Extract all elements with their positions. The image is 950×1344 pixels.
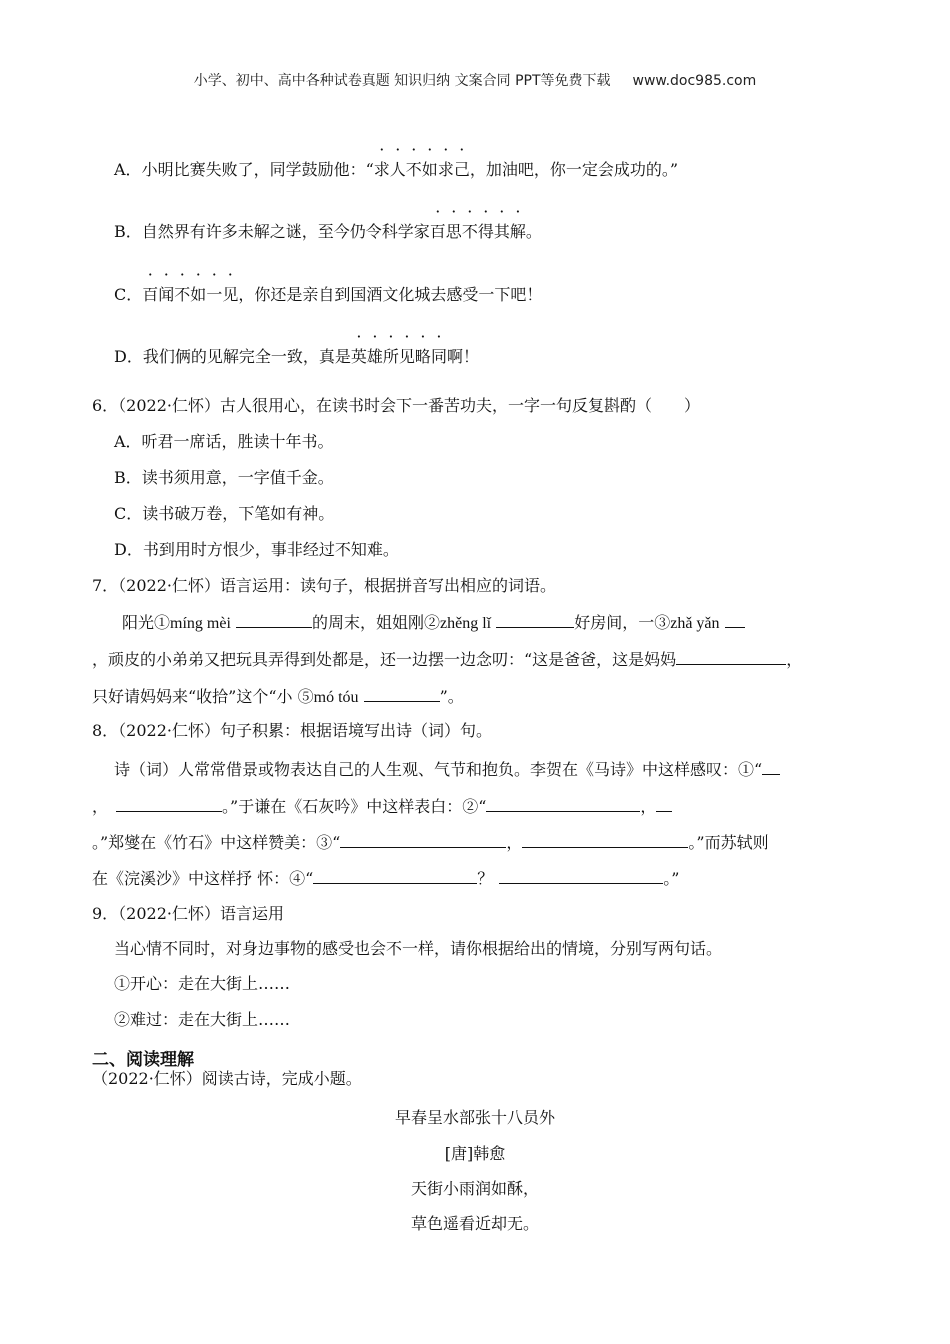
header-text: 小学、初中、高中各种试卷真题 知识归纳 文案合同 PPT等免费下载 (193, 73, 611, 89)
answer-blank[interactable] (499, 867, 663, 884)
q9-stem: 9．（2022·仁怀）语言运用 (92, 904, 284, 923)
q8-line-2: ， 。”于谦在《石灰吟》中这样表白：②“ ， (92, 795, 672, 818)
emphasis-dot-char: 一 (206, 285, 223, 304)
emphasis-dot-char: 不 (405, 160, 422, 179)
emphasis-dot-char: 雄 (366, 347, 383, 366)
q9-line-1: 当心情不同时，对身边事物的感受也会不一样，请你根据给出的情境，分别写两句话。 (114, 939, 723, 958)
answer-blank[interactable] (725, 611, 745, 628)
pinyin: mó tóu (313, 689, 359, 706)
emphasis-dot-char: 求 (437, 160, 454, 179)
answer-blank[interactable] (762, 758, 780, 775)
emphasis-dot-char: 见 (222, 285, 239, 304)
emphasis-dot-char: 所 (382, 347, 399, 366)
answer-blank[interactable] (486, 795, 640, 812)
q6-option-a: A．听君一席话，胜读十年书。 (114, 432, 334, 451)
answer-blank[interactable] (236, 611, 312, 628)
emphasis-dot-char: 不 (174, 285, 191, 304)
section-title: 二、阅读理解 (92, 1050, 194, 1070)
answer-blank[interactable] (340, 831, 506, 848)
poem-title: 早春呈水部张十八员外 (394, 1108, 555, 1127)
emphasis-dot-char: 见 (398, 347, 415, 366)
emphasis-dot-char: 得 (477, 222, 494, 241)
dotted-phrase (430, 222, 526, 241)
emphasis-dot-char: 如 (190, 285, 207, 304)
q7-line-2: ，顽皮的小弟弟又把玩具弄得到处都是，还一边摆一边念叨：“这是爸爸，这是妈妈 ， (92, 650, 803, 669)
q9-line-2: ①开心：走在大街上…… (114, 974, 291, 993)
emphasis-dot-char: 百 (142, 285, 159, 304)
pinyin: zhǎ yǎn (670, 615, 720, 632)
q6-option-b: B．读书须用意，一字值千金。 (114, 468, 334, 487)
answer-blank[interactable] (116, 795, 222, 812)
emphasis-dot-char: 求 (373, 160, 390, 179)
emphasis-dot-char: 如 (421, 160, 438, 179)
dotted-phrase (374, 160, 470, 179)
q5-option-b: B．自然界有许多未解之谜，至今仍令科学家百思不得其解。 (114, 222, 542, 241)
q9-line-3: ②难过：走在大街上…… (114, 1010, 291, 1029)
section-intro: （2022·仁怀）阅读古诗，完成小题。 (92, 1069, 362, 1088)
emphasis-dot-char: 略 (414, 347, 431, 366)
answer-blank[interactable] (364, 685, 440, 702)
poem-author: [唐]韩愈 (444, 1144, 506, 1163)
q6-stem: 6．（2022·仁怀）古人很用心，在读书时会下一番苦功夫，一字一句反复斟酌（ ） (92, 396, 700, 415)
poem-line-1: 天街小雨润如酥， (410, 1179, 539, 1198)
header-site: www.doc985.com (632, 73, 757, 89)
q6-option-d: D．书到用时方恨少，事非经过不知难。 (114, 540, 399, 559)
emphasis-dot-char: 不 (461, 222, 478, 241)
answer-blank[interactable] (676, 648, 786, 665)
emphasis-dot-char: 人 (389, 160, 406, 179)
q8-line-1: 诗（词）人常常借景或物表达自己的人生观、气节和抱负。李贺在《马诗》中这样感叹：①“ (114, 758, 780, 781)
answer-blank[interactable] (496, 611, 574, 628)
q7-stem: 7．（2022·仁怀）语言运用：读句子，根据拼音写出相应的词语。 (92, 576, 556, 595)
emphasis-dot-char: 闻 (158, 285, 175, 304)
q7-line-1: 阳光①míng mèi 的周末，姐姐刚②zhěng lǐ 好房间，一③zhǎ yǎn (122, 611, 745, 635)
q7-line-3: 只好请妈妈来“收拾”这个“小 ⑤mó tóu ”。 (92, 687, 464, 706)
dotted-phrase (351, 347, 447, 366)
pinyin: zhěng lǐ (440, 615, 492, 632)
answer-blank[interactable] (313, 867, 477, 884)
emphasis-dot-char: 思 (445, 222, 462, 241)
answer-blank[interactable] (656, 795, 672, 812)
q8-stem: 8．（2022·仁怀）句子积累：根据语境写出诗（词）句。 (92, 721, 492, 740)
emphasis-dot-char: 百 (429, 222, 446, 241)
q8-line-3: 。”郑燮在《竹石》中这样赞美：③“ ， 。”而苏轼则 (92, 833, 769, 852)
emphasis-dot-char: 己 (453, 160, 470, 179)
answer-blank[interactable] (522, 831, 688, 848)
pinyin: míng mèi (170, 615, 231, 632)
q6-option-c: C．读书破万卷，下笔如有神。 (114, 504, 335, 523)
page-header (0, 70, 950, 90)
q8-line-4: 在《浣溪沙》中这样抒 怀：④“ ？ 。” (92, 869, 680, 888)
emphasis-dot-char: 同 (430, 347, 447, 366)
emphasis-dot-char: 其 (493, 222, 510, 241)
poem-line-2: 草色遥看近却无。 (410, 1214, 539, 1233)
dotted-phrase (142, 285, 238, 304)
q5-option-a: A．小明比赛失败了，同学鼓励他：“求人不如求己，加油吧，你一定会成功的。” (114, 160, 679, 179)
q5-option-c: C．百闻不如一见，你还是亲自到国酒文化城去感受一下吧！ (114, 285, 543, 304)
emphasis-dot-char: 英 (350, 347, 367, 366)
emphasis-dot-char: 解 (509, 222, 526, 241)
q5-option-d: D．我们俩的见解完全一致，真是英雄所见略同啊！ (114, 347, 479, 366)
